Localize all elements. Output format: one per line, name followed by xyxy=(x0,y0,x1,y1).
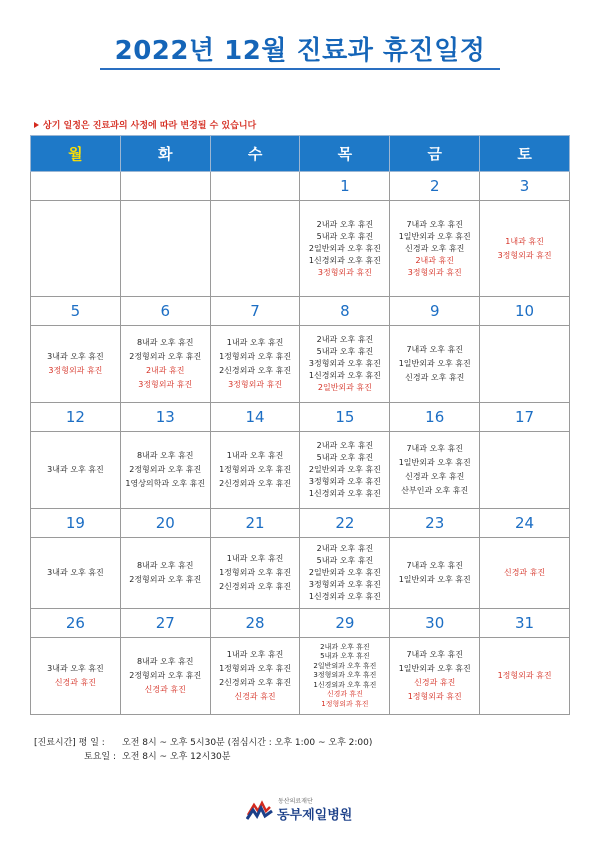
date-cell xyxy=(31,172,121,201)
saturday-hours-value: 오전 8시 ~ 오후 12시30분 xyxy=(122,752,231,762)
closure-entry: 7내과 오후 휴진 xyxy=(406,561,463,570)
date-cell: 15 xyxy=(300,403,390,432)
closure-entry: 1영상의학과 오후 휴진 xyxy=(125,479,206,488)
closure-entry: 7내과 오후 휴진 xyxy=(406,650,463,659)
closure-entry: 신경과 오후 휴진 xyxy=(405,243,465,253)
date-cell: 28 xyxy=(210,609,300,638)
closure-cell xyxy=(390,326,480,403)
closure-entry: 2내과 오후 휴진 xyxy=(316,441,374,450)
closure-entry: 3정형외과 휴진 xyxy=(48,366,103,375)
date-cell: 12 xyxy=(31,403,121,432)
closure-entry: 산부인과 오후 휴진 xyxy=(401,486,469,495)
closure-cell xyxy=(300,326,390,403)
date-cell: 17 xyxy=(480,403,570,432)
hospital-logo-icon xyxy=(246,799,274,821)
closure-entry: 2내과 오후 휴진 xyxy=(316,219,374,229)
date-row xyxy=(31,609,570,638)
closure-entry: 1정형외과 휴진 xyxy=(321,699,369,708)
closure-entry: 신경과 휴진 xyxy=(414,678,456,687)
closure-entry: 3내과 오후 휴진 xyxy=(47,664,104,673)
closure-entry: 1신경외과 오후 휴진 xyxy=(313,680,377,689)
closure-entry: 2일반외과 오후 휴진 xyxy=(308,465,381,474)
closure-entry: 2일반외과 휴진 xyxy=(317,383,372,392)
date-cell: 1 xyxy=(300,172,390,201)
weekday-hours-label: [진료시간] 평 일 : xyxy=(34,738,105,748)
weekday-fri: 금 xyxy=(390,136,480,172)
closure-entry: 2내과 휴진 xyxy=(145,366,185,375)
closure-entry: 2내과 오후 휴진 xyxy=(320,642,370,651)
closure-cell xyxy=(390,201,480,297)
logo-name: 동부제일병원 xyxy=(277,808,353,823)
closure-entry: 3정형외과 휴진 xyxy=(228,380,283,389)
date-cell: 14 xyxy=(210,403,300,432)
closure-cell xyxy=(31,538,121,609)
saturday-hours-line xyxy=(34,750,372,764)
closure-entry: 신경과 오후 휴진 xyxy=(405,373,465,382)
closure-entry: 2신경외과 오후 휴진 xyxy=(219,366,292,375)
closure-cell xyxy=(120,538,210,609)
closure-entry: 5내과 오후 휴진 xyxy=(316,231,374,241)
closure-entry: 1신경외과 오후 휴진 xyxy=(308,255,381,265)
closure-entry: 신경과 휴진 xyxy=(54,678,96,687)
closure-entry: 3정형외과 휴진 xyxy=(317,267,372,277)
closure-cell xyxy=(120,201,210,297)
closure-entry: 5내과 오후 휴진 xyxy=(316,453,374,462)
closure-entry: 2일반외과 오후 휴진 xyxy=(313,661,377,670)
closure-entry: 7내과 오후 휴진 xyxy=(406,219,463,229)
closure-entry: 2신경외과 오후 휴진 xyxy=(219,582,292,591)
date-cell: 5 xyxy=(31,297,121,326)
date-cell: 2 xyxy=(390,172,480,201)
schedule-calendar xyxy=(30,135,570,715)
closure-entry: 2신경외과 오후 휴진 xyxy=(219,678,292,687)
closure-entry: 2일반외과 오후 휴진 xyxy=(308,568,381,577)
closure-entry: 2정형외과 오후 휴진 xyxy=(129,352,202,361)
weekday-header-row xyxy=(31,136,570,172)
closure-entry: 5내과 오후 휴진 xyxy=(316,556,374,565)
date-cell: 6 xyxy=(120,297,210,326)
date-cell xyxy=(120,172,210,201)
closure-entry: 7내과 오후 휴진 xyxy=(406,444,463,453)
closure-entry: 1정형외과 오후 휴진 xyxy=(219,465,292,474)
date-cell: 26 xyxy=(31,609,121,638)
date-cell: 16 xyxy=(390,403,480,432)
closure-cell xyxy=(480,326,570,403)
date-cell: 22 xyxy=(300,509,390,538)
closure-entry: 2정형외과 오후 휴진 xyxy=(129,465,202,474)
closure-cell xyxy=(120,326,210,403)
date-cell: 31 xyxy=(480,609,570,638)
closure-entry: 8내과 오후 휴진 xyxy=(136,561,194,570)
date-cell: 10 xyxy=(480,297,570,326)
clinic-hours xyxy=(34,736,372,764)
date-cell: 19 xyxy=(31,509,121,538)
closure-cell xyxy=(390,538,480,609)
closure-row xyxy=(31,326,570,403)
date-cell: 7 xyxy=(210,297,300,326)
date-cell: 21 xyxy=(210,509,300,538)
closure-entry: 2신경외과 오후 휴진 xyxy=(219,479,292,488)
closure-entry: 3내과 오후 휴진 xyxy=(47,465,104,474)
closure-cell xyxy=(120,638,210,715)
closure-cell xyxy=(300,638,390,715)
closure-entry: 2정형외과 오후 휴진 xyxy=(129,575,202,584)
notice-label: 상기 일정은 진료과의 사정에 따라 변경될 수 있습니다 xyxy=(43,121,257,131)
closure-entry: 1내과 오후 휴진 xyxy=(226,554,284,563)
closure-cell xyxy=(31,326,121,403)
closure-entry: 1일반외과 오후 휴진 xyxy=(398,359,471,368)
closure-entry: 1일반외과 오후 휴진 xyxy=(398,458,471,467)
closure-entry: 8내과 오후 휴진 xyxy=(136,338,194,347)
closure-entry: 1일반외과 오후 휴진 xyxy=(398,231,471,241)
closure-cell xyxy=(300,538,390,609)
closure-entry: 3정형외과 오후 휴진 xyxy=(308,359,381,368)
closure-cell xyxy=(480,201,570,297)
closure-entry: 1정형외과 오후 휴진 xyxy=(219,664,292,673)
closure-cell xyxy=(390,638,480,715)
closure-entry: 5내과 오후 휴진 xyxy=(316,347,374,356)
date-row xyxy=(31,172,570,201)
closure-entry: 5내과 오후 휴진 xyxy=(320,652,370,661)
closure-cell xyxy=(31,201,121,297)
closure-entry: 3정형외과 휴진 xyxy=(407,267,462,277)
closure-entry: 신경과 휴진 xyxy=(326,690,363,699)
closure-entry: 신경과 오후 휴진 xyxy=(405,472,465,481)
date-row xyxy=(31,509,570,538)
weekday-hours-value: 오전 8시 ~ 오후 5시30분 (점심시간 : 오후 1:00 ~ 오후 2:00) xyxy=(122,738,373,748)
closure-entry: 1정형외과 휴진 xyxy=(497,671,552,680)
date-cell: 9 xyxy=(390,297,480,326)
date-row xyxy=(31,297,570,326)
closure-entry: 8내과 오후 휴진 xyxy=(136,451,194,460)
weekday-tue: 화 xyxy=(120,136,210,172)
closure-entry: 1정형외과 오후 휴진 xyxy=(219,352,292,361)
closure-cell xyxy=(31,638,121,715)
closure-entry: 3내과 오후 휴진 xyxy=(47,352,104,361)
closure-cell xyxy=(480,538,570,609)
closure-cell xyxy=(480,432,570,509)
notice-text xyxy=(34,118,256,131)
date-cell: 13 xyxy=(120,403,210,432)
weekday-hours-line xyxy=(34,736,372,750)
closure-cell xyxy=(300,201,390,297)
closure-entry: 7내과 오후 휴진 xyxy=(406,345,463,354)
closure-cell xyxy=(210,638,300,715)
closure-cell xyxy=(210,432,300,509)
closure-entry: 2내과 휴진 xyxy=(415,255,454,265)
closure-entry: 1내과 오후 휴진 xyxy=(226,451,284,460)
closure-entry: 1정형외과 휴진 xyxy=(407,692,462,701)
closure-row xyxy=(31,201,570,297)
closure-cell xyxy=(480,638,570,715)
closure-entry: 3정형외과 오후 휴진 xyxy=(308,580,381,589)
weekday-sat: 토 xyxy=(480,136,570,172)
closure-entry: 3정형외과 오후 휴진 xyxy=(313,671,377,680)
closure-entry: 신경과 휴진 xyxy=(234,692,276,701)
closure-entry: 신경과 휴진 xyxy=(144,685,186,694)
weekday-thu: 목 xyxy=(300,136,390,172)
closure-entry: 2내과 오후 휴진 xyxy=(316,544,374,553)
closure-entry: 3내과 오후 휴진 xyxy=(47,568,104,577)
title-underline xyxy=(100,68,500,70)
closure-entry: 3정형외과 휴진 xyxy=(138,380,193,389)
date-cell: 8 xyxy=(300,297,390,326)
calendar-body xyxy=(31,172,570,715)
weekday-wed: 수 xyxy=(210,136,300,172)
closure-entry: 2내과 오후 휴진 xyxy=(316,335,374,344)
closure-entry: 1정형외과 오후 휴진 xyxy=(219,568,292,577)
closure-cell xyxy=(210,201,300,297)
logo-subtitle: 동산의료재단 xyxy=(278,798,313,805)
date-cell: 27 xyxy=(120,609,210,638)
closure-entry: 신경과 휴진 xyxy=(503,568,546,577)
closure-entry: 1내과 오후 휴진 xyxy=(226,338,284,347)
closure-row xyxy=(31,638,570,715)
closure-entry: 1내과 휴진 xyxy=(505,236,544,246)
date-cell xyxy=(210,172,300,201)
closure-entry: 2정형외과 오후 휴진 xyxy=(129,671,202,680)
closure-entry: 8내과 오후 휴진 xyxy=(136,657,194,666)
page-title: 2022년 12월 진료과 휴진일정 xyxy=(114,36,486,66)
closure-entry: 1내과 오후 휴진 xyxy=(226,650,284,659)
date-cell: 3 xyxy=(480,172,570,201)
date-cell: 20 xyxy=(120,509,210,538)
weekday-mon: 월 xyxy=(31,136,121,172)
saturday-hours-label: 토요일 : xyxy=(84,752,116,762)
closure-cell xyxy=(210,538,300,609)
triangle-bullet-icon xyxy=(34,122,39,128)
closure-cell xyxy=(300,432,390,509)
date-cell: 29 xyxy=(300,609,390,638)
date-cell: 23 xyxy=(390,509,480,538)
date-cell: 30 xyxy=(390,609,480,638)
closure-entry: 3정형외과 휴진 xyxy=(497,250,552,260)
date-cell: 24 xyxy=(480,509,570,538)
closure-cell xyxy=(31,432,121,509)
closure-entry: 1신경외과 오후 휴진 xyxy=(308,489,381,498)
date-row xyxy=(31,403,570,432)
closure-entry: 3정형외과 오후 휴진 xyxy=(308,477,381,486)
closure-cell xyxy=(120,432,210,509)
closure-row xyxy=(31,432,570,509)
closure-entry: 1신경외과 오후 휴진 xyxy=(308,371,381,380)
closure-entry: 1일반외과 오후 휴진 xyxy=(398,575,471,584)
closure-entry: 2일반외과 오후 휴진 xyxy=(308,243,381,253)
closure-entry: 1일반외과 오후 휴진 xyxy=(398,664,471,673)
closure-entry: 1신경외과 오후 휴진 xyxy=(308,592,381,601)
closure-cell xyxy=(210,326,300,403)
closure-cell xyxy=(390,432,480,509)
closure-row xyxy=(31,538,570,609)
